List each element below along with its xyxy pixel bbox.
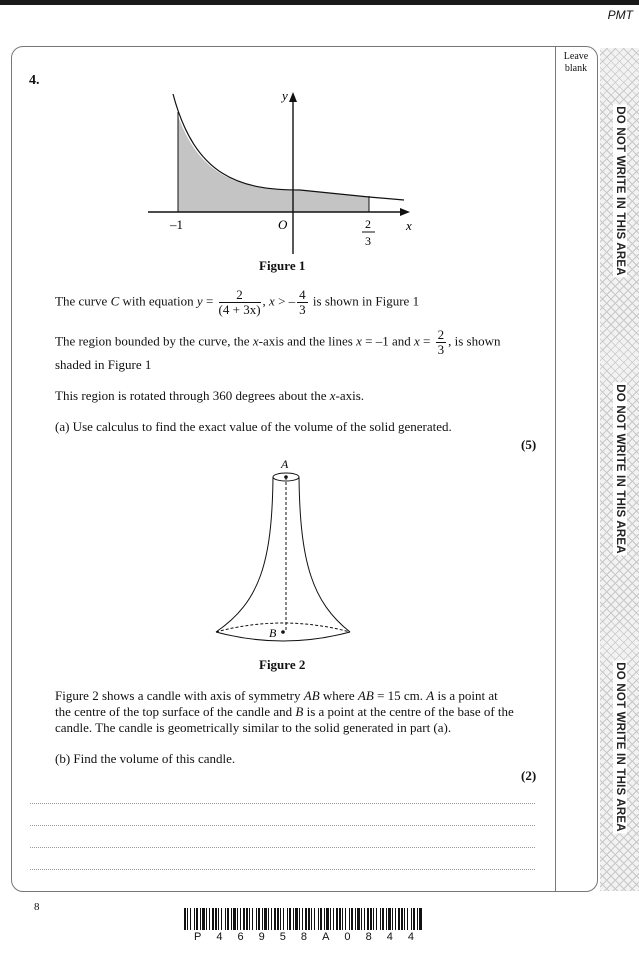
answer-line[interactable] — [30, 847, 535, 848]
x-label: x — [406, 218, 412, 233]
shaded-region — [178, 116, 369, 212]
figure-1-graph — [140, 82, 430, 257]
do-not-write-warning-2: DO NOT WRITE IN THIS AREA — [614, 384, 626, 554]
do-not-write-warning-3: DO NOT WRITE IN THIS AREA — [614, 662, 626, 832]
origin-label: O — [278, 217, 288, 232]
barcode-text: P 4 6 9 5 8 A 0 8 4 4 — [194, 931, 414, 943]
candle-description: Figure 2 shows a candle with axis of symmetry AB where AB = 15 cm. A is a point at the centre of the top surface of the candle and B is a point at the centre of the base of the candle. The candle is geometrically similar to the solid generated in part (a). — [55, 688, 514, 735]
barcode — [184, 908, 424, 930]
tick-minus-one: –1 — [170, 217, 183, 232]
curve-description: The curve C with equation y = $\frac{2}{(4 + 3x)}$ , x > – $\frac{4}{3}$ is shown in Figure 1 — [55, 287, 420, 317]
part-a-text: (a) Use calculus to find the exact value of the volume of the solid generated. — [55, 419, 452, 434]
candle-right-side — [299, 477, 350, 632]
point-b — [281, 630, 285, 634]
point-a — [284, 475, 288, 479]
do-not-write-warning-1: DO NOT WRITE IN THIS AREA — [614, 106, 626, 276]
candle-left-side — [216, 477, 273, 632]
figure-1-caption: Figure 1 — [259, 258, 306, 273]
region-description: The region bounded by the curve, the x-axis and the lines x = –1 and x = $\frac{2}{3}$ , is shown shaded in Figure 1 — [55, 327, 501, 372]
part-b-text: (b) Find the volume of this candle. — [55, 751, 236, 766]
question-number: 4. — [29, 73, 40, 88]
answer-line[interactable] — [30, 825, 535, 826]
label-b: B — [269, 626, 277, 640]
pmt-label: PMT — [607, 8, 633, 22]
y-label: y — [282, 88, 288, 103]
tick-two: 2 — [365, 217, 371, 231]
top-bar — [0, 0, 639, 5]
page-number: 8 — [34, 901, 40, 913]
answer-line[interactable] — [30, 803, 535, 804]
label-a: A — [281, 457, 289, 471]
answer-line[interactable] — [30, 869, 535, 870]
part-a-marks: (5) — [521, 437, 537, 452]
leave-blank-divider — [555, 46, 556, 891]
figure-2-candle — [210, 452, 360, 650]
tick-three: 3 — [365, 234, 371, 248]
figure-2-caption: Figure 2 — [259, 657, 306, 672]
part-b-marks: (2) — [521, 768, 537, 783]
leave-blank-label: Leave blank — [563, 51, 589, 74]
rotation-description: This region is rotated through 360 degrees about the x-axis. — [55, 388, 365, 403]
